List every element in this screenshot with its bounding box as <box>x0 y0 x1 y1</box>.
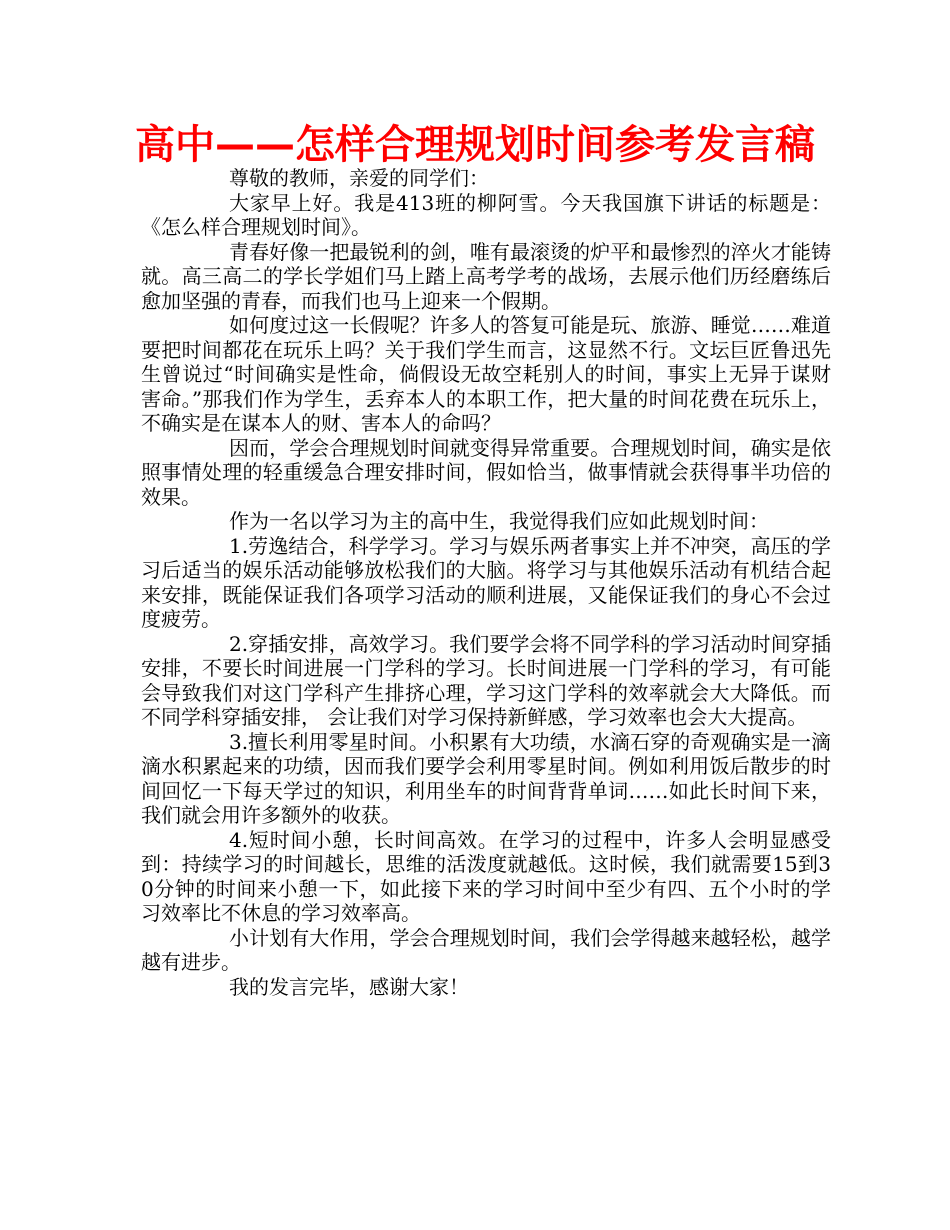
paragraph-plan-intro: 作为一名以学习为主的高中生，我觉得我们应如此规划时间： <box>229 509 769 533</box>
paragraph-importance: 因而，学会合理规划时间就变得异常重要。合理规划时间，确实是依照事情处理的轻重缓急合理安排时间，假如恰当，做事情就会获得事半功倍的效果。 <box>141 435 831 509</box>
document-title: 高中——怎样合理规划时间参考发言稿 <box>135 122 815 168</box>
paragraph-point-3: 3.擅长利用零星时间。小积累有大功绩，水滴石穿的奇观确实是一滴滴水积累起来的功绩，因而我们要学会利用零星时间。例如利用饭后散步的时间回忆一下每天学过的知识，利用坐车的时间背背单词……如此长时间下来，我们就会用许多额外的收获。 <box>141 729 831 827</box>
paragraph-summary: 小计划有大作用，学会合理规划时间，我们会学得越来越轻松，越学越有进步。 <box>141 925 831 974</box>
paragraph-closing: 我的发言完毕，感谢大家！ <box>229 974 469 999</box>
paragraph-youth: 青春好像一把最锐利的剑，唯有最滚烫的炉平和最惨烈的淬火才能铸就。高三高二的学长学姐们马上踏上高考学考的战场，去展示他们历经磨练后愈加坚强的青春，而我们也马上迎来一个假期。 <box>141 239 831 313</box>
paragraph-greeting: 尊敬的教师，亲爱的同学们： <box>229 166 489 190</box>
paragraph-point-1: 1.劳逸结合，科学学习。学习与娱乐两者事实上并不冲突，高压的学习后适当的娱乐活动能够放松我们的大脑。将学习与其他娱乐活动有机结合起来安排，既能保证我们各项学习活动的顺利进展，又能保证我们的身心不会过度疲劳。 <box>141 533 831 631</box>
paragraph-point-2: 2.穿插安排，高效学习。我们要学会将不同学科的学习活动时间穿插安排，不要长时间进展一门学科的学习。长时间进展一门学科的学习，有可能会导致我们对这门学科产生排挤心理，学习这门学科的效率就会大大降低。而不同学科穿插安排， 会让我们对学习保持新鲜感，学习效率也会大大提高。 <box>141 631 831 729</box>
document-body <box>141 166 831 999</box>
paragraph-holiday: 如何度过这一长假呢？许多人的答复可能是玩、旅游、睡觉……难道要把时间都花在玩乐上吗？关于我们学生而言，这显然不行。文坛巨匠鲁迅先生曾说过“时间确实是性命，倘假设无故空耗别人的时间，事实上无异于谋财害命。”那我们作为学生，丢弃本人的本职工作，把大量的时间花费在玩乐上，不确实是在谋本人的财、害本人的命吗？ <box>141 313 831 435</box>
paragraph-intro: 大家早上好。我是413班的柳阿雪。今天我国旗下讲话的标题是：《怎么样合理规划时间》。 <box>141 190 831 239</box>
paragraph-point-4: 4.短时间小憩，长时间高效。在学习的过程中，许多人会明显感受到：持续学习的时间越长，思维的活泼度就越低。这时候，我们就需要15到30分钟的时间来小憩一下，如此接下来的学习时间中至少有四、五个小时的学习效率比不休息的学习效率高。 <box>141 827 831 925</box>
